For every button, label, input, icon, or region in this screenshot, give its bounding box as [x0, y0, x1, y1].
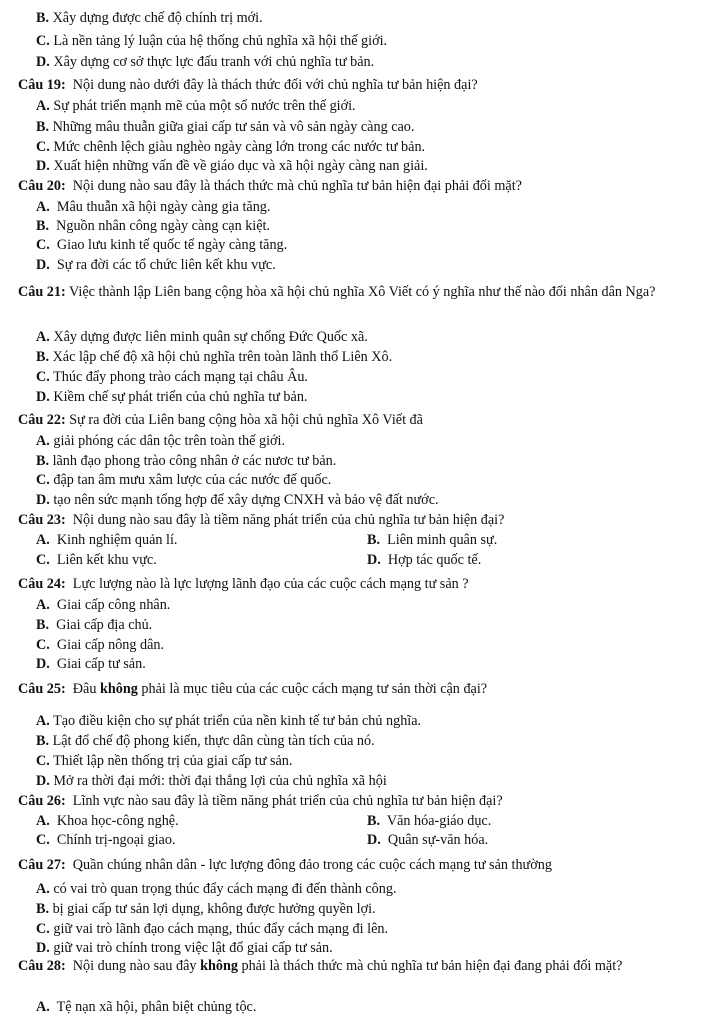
option-20-b: B. Nguồn nhân công ngày càng cạn kiệt.	[36, 218, 271, 234]
option-25-d: D. Mở ra thời đại mới: thời đại thắng lợi của chủ nghĩa xã hội	[36, 773, 387, 789]
option-24-d: D. Giai cấp tư sản.	[36, 656, 146, 672]
option-21-c: C. Thúc đẩy phong trào cách mạng tại châu Âu.	[36, 369, 308, 385]
option-23-a: A. Kinh nghiệm quản lí.	[36, 532, 178, 548]
option-27-c: C. giữ vai trò lãnh đạo cách mạng, thúc đẩy cách mạng đi lên.	[36, 921, 389, 937]
question-24: Câu 24: Lực lượng nào là lực lượng lãnh đạo của các cuộc cách mạng tư sản ?	[18, 576, 469, 592]
option-26-b: B. Văn hóa-giáo dục.	[367, 813, 492, 829]
option-24-c: C. Giai cấp nông dân.	[36, 637, 165, 653]
option-22-a: A. giải phóng các dân tộc trên toàn thế giới.	[36, 433, 286, 449]
option-27-b: B. bị giai cấp tư sản lợi dụng, không được hưởng quyền lợi.	[36, 901, 376, 917]
option-22-d: D. tạo nên sức mạnh tổng hợp để xây dựng CNXH và bảo vệ đất nước.	[36, 492, 439, 508]
option-23-c: C. Liên kết khu vực.	[36, 552, 157, 568]
option-22-c: C. đập tan âm mưu xâm lược của các nước đế quốc.	[36, 472, 332, 488]
option-25-b: B. Lật đổ chế độ phong kiến, thực dân cùng tàn tích của nó.	[36, 733, 375, 749]
option-25-a: A. Tạo điều kiện cho sự phát triển của nền kinh tế tư bản chủ nghĩa.	[36, 713, 422, 729]
option-20-c: C. Giao lưu kinh tế quốc tế ngày càng tăng.	[36, 237, 288, 253]
option-26-a: A. Khoa học-công nghệ.	[36, 813, 179, 829]
option-24-b: B. Giai cấp địa chủ.	[36, 617, 153, 633]
option-19-d: D. Xuất hiện những vấn đề về giáo dục và xã hội ngày càng nan giải.	[36, 158, 428, 174]
question-27: Câu 27: Quần chúng nhân dân - lực lượng đông đảo trong các cuộc cách mạng tư sản thường	[18, 857, 552, 873]
option-23-d: D. Hợp tác quốc tế.	[367, 552, 482, 568]
question-25: Câu 25: Đâu không phải là mục tiêu của các cuộc cách mạng tư sản thời cận đại?	[18, 681, 488, 697]
option-20-a: A. Mâu thuẫn xã hội ngày càng gia tăng.	[36, 199, 271, 215]
option-27-d: D. giữ vai trò chính trong việc lật đổ giai cấp tư sản.	[36, 940, 333, 956]
question-22: Câu 22: Sự ra đời của Liên bang cộng hòa xã hội chủ nghĩa Xô Viết đã	[18, 412, 423, 428]
question-21: Câu 21: Việc thành lập Liên bang cộng hòa xã hội chủ nghĩa Xô Viết có ý nghĩa như thế nào đối nhân dân Nga?	[18, 284, 656, 300]
option-28-a: A. Tệ nạn xã hội, phân biệt chủng tộc.	[36, 999, 257, 1015]
question-26: Câu 26: Lĩnh vực nào sau đây là tiềm năng phát triển của chủ nghĩa tư bản hiện đại?	[18, 793, 503, 809]
option-27-a: A. có vai trò quan trọng thúc đẩy cách mạng đi đến thành công.	[36, 881, 397, 897]
question-23: Câu 23: Nội dung nào sau đây là tiềm năng phát triển của chủ nghĩa tư bản hiện đại?	[18, 512, 505, 528]
question-20: Câu 20: Nội dung nào sau đây là thách thức mà chủ nghĩa tư bản hiện đại phải đối mặt?	[18, 178, 522, 194]
option-19-c: C. Mức chênh lệch giàu nghèo ngày càng lớn trong các nước tư bản.	[36, 139, 426, 155]
option-19-b: B. Những mâu thuẫn giữa giai cấp tư sản và vô sản ngày càng cao.	[36, 119, 415, 135]
option-line: D. Xây dựng cơ sở thực lực đấu tranh với chủ nghĩa tư bản.	[36, 54, 375, 70]
option-19-a: A. Sự phát triển mạnh mẽ của một số nước trên thế giới.	[36, 98, 356, 114]
option-24-a: A. Giai cấp công nhân.	[36, 597, 171, 613]
option-21-b: B. Xác lập chế độ xã hội chủ nghĩa trên toàn lãnh thổ Liên Xô.	[36, 349, 393, 365]
option-line: B. Xây dựng được chế độ chính trị mới.	[36, 10, 263, 26]
option-25-c: C. Thiết lập nền thống trị của giai cấp tư sản.	[36, 753, 293, 769]
option-26-c: C. Chính trị-ngoại giao.	[36, 832, 176, 848]
option-22-b: B. lãnh đạo phong trào công nhân ở các nươc tư bản.	[36, 453, 337, 469]
option-20-d: D. Sự ra đời các tổ chức liên kết khu vực.	[36, 257, 276, 273]
option-26-d: D. Quân sự-văn hóa.	[367, 832, 489, 848]
question-28: Câu 28: Nội dung nào sau đây không phải là thách thức mà chủ nghĩa tư bản hiện đại đang phải đối mặt?	[18, 958, 623, 974]
option-line: C. Là nền tảng lý luận của hệ thống chủ nghĩa xã hội thế giới.	[36, 33, 388, 49]
option-23-b: B. Liên minh quân sự.	[367, 532, 498, 548]
option-21-d: D. Kiềm chế sự phát triển của chủ nghĩa tư bản.	[36, 389, 308, 405]
question-19: Câu 19: Nội dung nào dưới đây là thách thức đối với chủ nghĩa tư bản hiện đại?	[18, 77, 478, 93]
option-21-a: A. Xây dựng được liên minh quân sự chống Đức Quốc xã.	[36, 329, 368, 345]
